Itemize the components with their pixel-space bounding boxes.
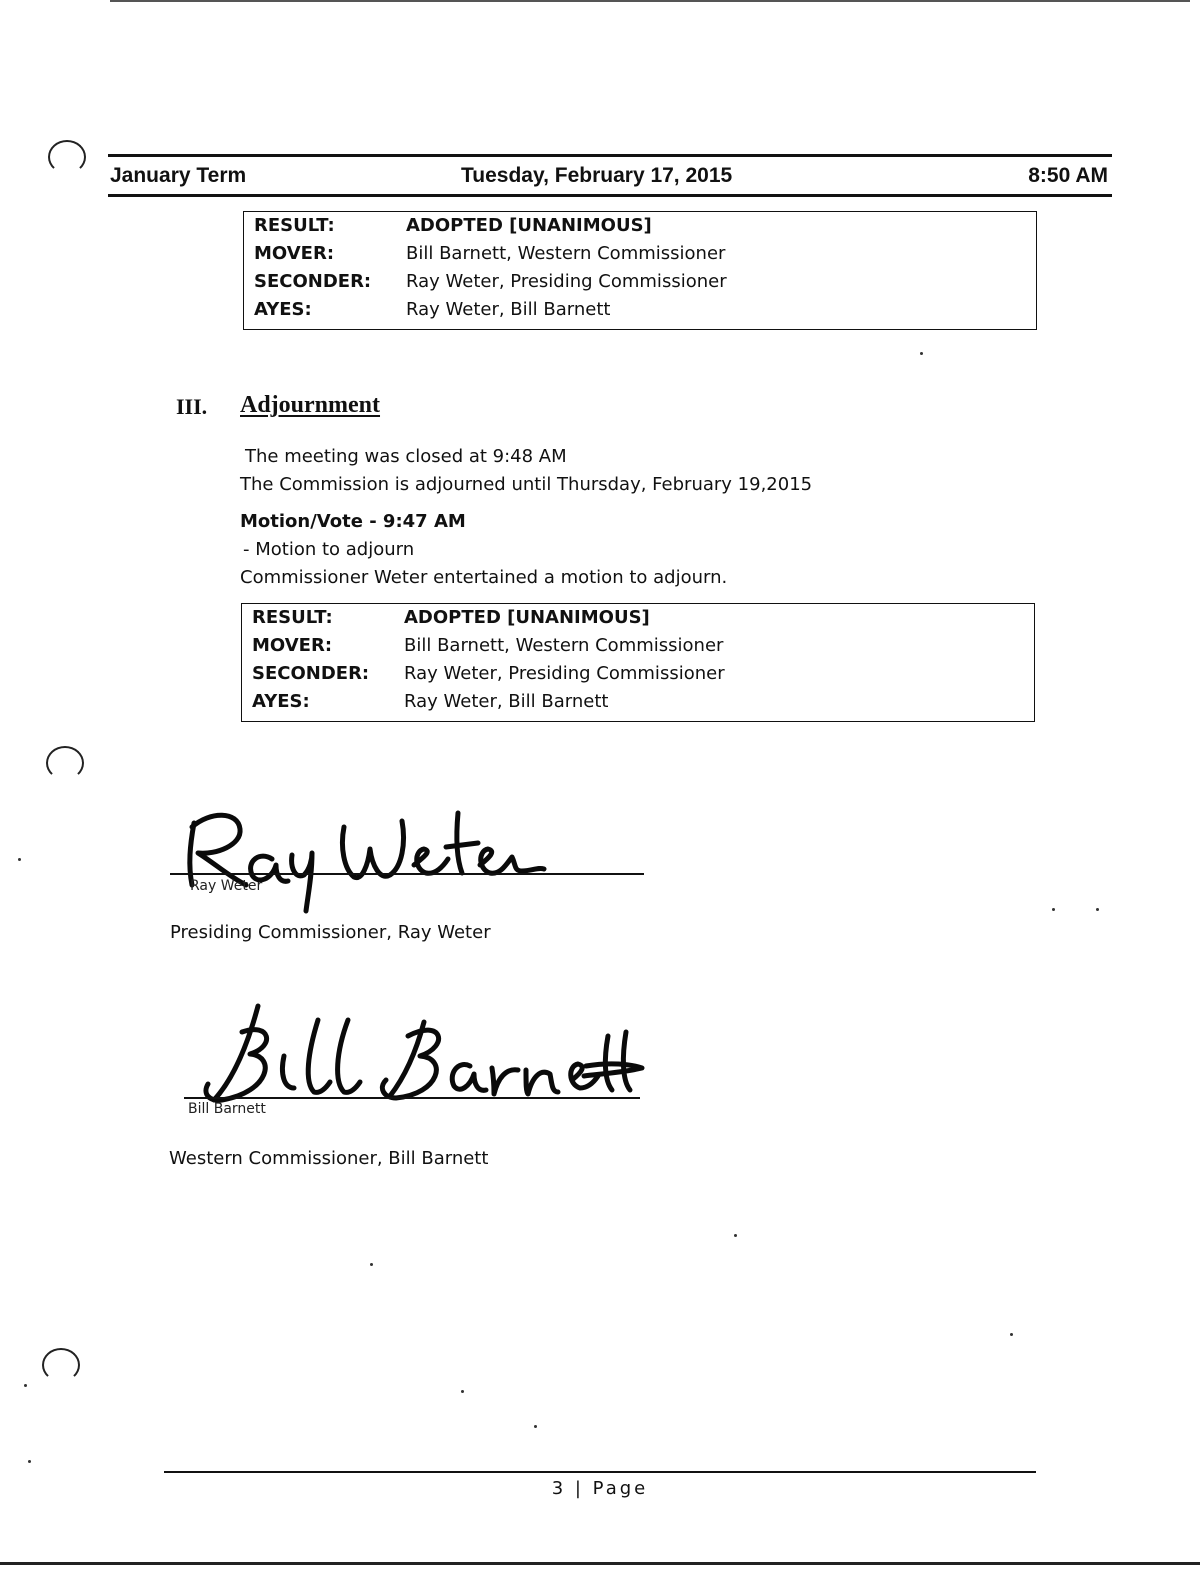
scan-speck <box>1096 908 1099 911</box>
vote-value: Ray Weter, Presiding Commissioner <box>404 663 725 684</box>
vote-value: ADOPTED [UNANIMOUS] <box>404 607 650 628</box>
scan-bottom-edge <box>0 1562 1200 1565</box>
header-date: Tuesday, February 17, 2015 <box>461 164 733 187</box>
vote-label: AYES: <box>252 691 310 712</box>
vote-value: Ray Weter, Bill Barnett <box>404 691 609 712</box>
punch-hole-top <box>48 140 86 174</box>
motion-heading: Motion/Vote - 9:47 AM <box>240 511 466 532</box>
vote-row-result <box>244 212 1036 240</box>
motion-text: Commissioner Weter entertained a motion to adjourn. <box>240 567 728 588</box>
punch-hole-bottom <box>42 1348 80 1382</box>
meeting-closed-text: The meeting was closed at 9:48 AM <box>245 446 567 467</box>
scan-speck <box>18 858 21 861</box>
vote-label: MOVER: <box>254 243 335 264</box>
vote-row-mover <box>244 240 1036 268</box>
scan-speck <box>920 352 923 355</box>
vote-row-result <box>242 604 1034 632</box>
adjourned-until-text: The Commission is adjourned until Thursday, February 19,2015 <box>240 474 813 495</box>
vote-label: SECONDER: <box>252 663 370 684</box>
header-rule-bottom <box>108 194 1112 197</box>
vote-row-ayes <box>242 688 1034 716</box>
vote-value: ADOPTED [UNANIMOUS] <box>406 215 652 236</box>
header-rule-top <box>108 154 1112 157</box>
punch-hole-middle <box>46 746 84 780</box>
header-term: January Term <box>110 164 247 187</box>
motion-item: - Motion to adjourn <box>243 539 415 560</box>
vote-value: Bill Barnett, Western Commissioner <box>406 243 726 264</box>
signature-line-2 <box>184 1097 640 1099</box>
vote-row-seconder <box>244 268 1036 296</box>
footer-rule <box>164 1471 1036 1473</box>
signature-ray-weter <box>180 785 580 915</box>
scan-speck <box>534 1425 537 1428</box>
vote-label: RESULT: <box>254 215 335 236</box>
vote-value: Bill Barnett, Western Commissioner <box>404 635 724 656</box>
vote-value: Ray Weter, Bill Barnett <box>406 299 611 320</box>
scan-speck <box>24 1384 27 1387</box>
section-title: Adjournment <box>240 392 381 418</box>
scan-speck <box>370 1263 373 1266</box>
signature-title-1: Presiding Commissioner, Ray Weter <box>170 922 491 943</box>
signature-printed-name-1: Ray Weter <box>190 878 263 894</box>
vote-label: RESULT: <box>252 607 333 628</box>
page-number: 3 | Page <box>551 1478 649 1499</box>
vote-row-mover <box>242 632 1034 660</box>
scan-speck <box>28 1460 31 1463</box>
scan-top-edge <box>110 0 1190 2</box>
vote-label: SECONDER: <box>254 271 372 292</box>
signature-title-2: Western Commissioner, Bill Barnett <box>169 1148 489 1169</box>
scan-speck <box>1052 908 1055 911</box>
signature-line-1 <box>170 873 644 875</box>
scan-speck <box>734 1234 737 1237</box>
vote-row-seconder <box>242 660 1034 688</box>
vote-table-1 <box>243 211 1037 330</box>
signature-printed-name-2: Bill Barnett <box>188 1101 266 1117</box>
vote-label: MOVER: <box>252 635 333 656</box>
vote-row-ayes <box>244 296 1036 324</box>
vote-label: AYES: <box>254 299 312 320</box>
vote-value: Ray Weter, Presiding Commissioner <box>406 271 727 292</box>
header-time: 8:50 AM <box>1028 164 1108 187</box>
scan-speck <box>461 1390 464 1393</box>
section-number: III. <box>176 394 208 419</box>
scan-speck <box>1010 1333 1013 1336</box>
vote-table-2 <box>241 603 1035 722</box>
